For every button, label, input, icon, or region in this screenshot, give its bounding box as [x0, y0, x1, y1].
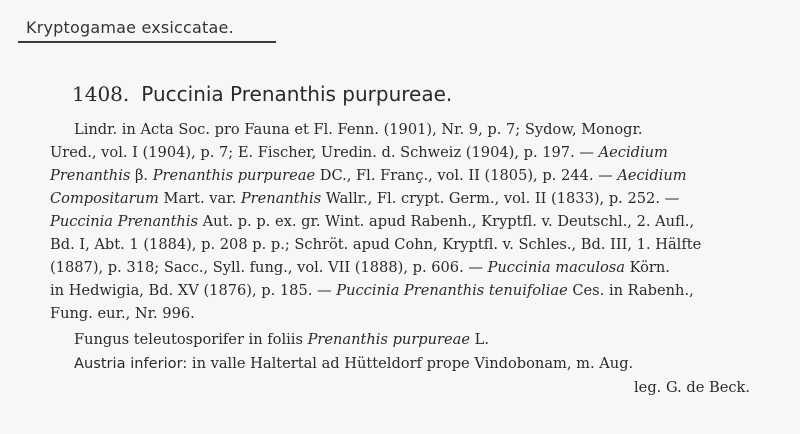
- locality-region: Austria inferior:: [74, 355, 188, 372]
- citation-line-2: Ured., vol. I (1904), p. 7; E. Fischer, Uredin. d. Schweiz (1904), p. 197. — Aecidium: [50, 144, 668, 161]
- citation-line-1: Lindr. in Acta Soc. pro Fauna et Fl. Fenn. (1901), Nr. 9, p. 7; Sydow, Monogr.: [74, 121, 643, 138]
- citation-line-4: Compositarum Mart. var. Prenanthis Wallr., Fl. crypt. Germ., vol. II (1833), p. 252. —: [50, 190, 680, 207]
- host-description: Fungus teleutosporifer in foliis Prenanthis purpureae L.: [74, 331, 489, 348]
- citation-line-8: in Hedwigia, Bd. XV (1876), p. 185. — Puccinia Prenanthis tenuifoliae Ces. in Rabenh.,: [50, 282, 694, 299]
- citation-line-5: Puccinia Prenanthis Aut. p. p. ex. gr. Wint. apud Rabenh., Kryptfl. v. Deutschl., 2. Aufl.,: [50, 213, 695, 230]
- citation-line-6: Bd. I, Abt. 1 (1884), p. 208 p. p.; Schröt. apud Cohn, Kryptfl. v. Schles., Bd. III, 1. Hälfte: [50, 236, 702, 253]
- citation-line-3: Prenanthis β. Prenanthis purpureae DC., Fl. Franç., vol. II (1805), p. 244. — Aecidium: [50, 167, 687, 184]
- citation-line-9: Fung. eur., Nr. 996.: [50, 305, 195, 322]
- locality-line: Austria inferior: in valle Haltertal ad Hütteldorf prope Vindobonam, m. Aug.: [74, 355, 634, 372]
- header-underline: [18, 41, 276, 43]
- citation-line-7: (1887), p. 318; Sacc., Syll. fung., vol. VII (1888), p. 606. — Puccinia maculosa Körn.: [50, 259, 670, 276]
- collection-header: Kryptogamae exsiccatae.: [26, 18, 234, 37]
- entry-title: Puccinia Prenanthis purpureae.: [141, 82, 453, 106]
- collector-line: leg. G. de Beck.: [634, 379, 750, 396]
- entry-number: 1408.: [72, 82, 130, 106]
- entry-heading: [72, 82, 452, 106]
